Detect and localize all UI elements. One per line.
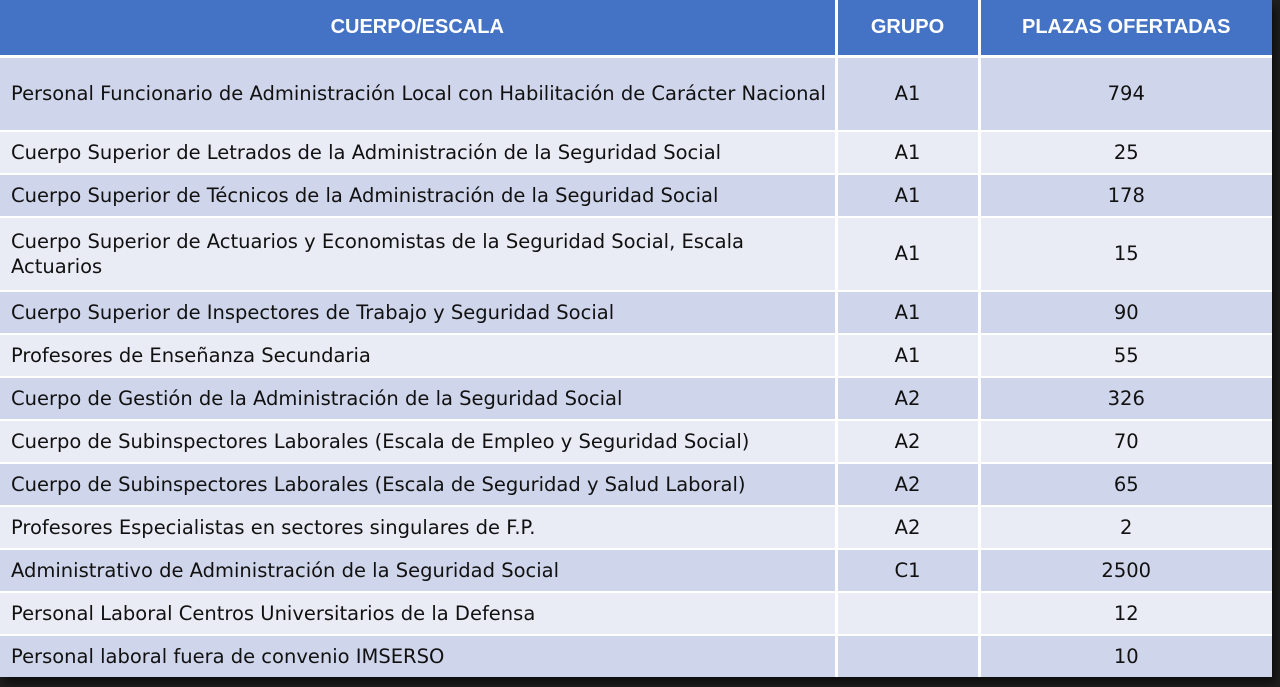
plazas-cell: 65 — [979, 463, 1272, 506]
plazas-cell: 326 — [979, 377, 1272, 420]
table-row — [0, 463, 1272, 506]
grupo-cell: A2 — [836, 506, 979, 549]
cuerpo-cell: Cuerpo Superior de Actuarios y Economistas de la Seguridad Social, Escala Actuarios — [0, 217, 836, 291]
header-grupo: GRUPO — [836, 0, 979, 57]
cuerpo-cell: Profesores Especialistas en sectores singulares de F.P. — [0, 506, 836, 549]
plazas-cell: 794 — [979, 57, 1272, 132]
grupo-cell: A1 — [836, 334, 979, 377]
cuerpo-cell: Personal Funcionario de Administración Local con Habilitación de Carácter Nacional — [0, 57, 836, 132]
plazas-cell: 25 — [979, 131, 1272, 174]
cuerpo-cell: Personal laboral fuera de convenio IMSERSO — [0, 635, 836, 677]
table-row — [0, 131, 1272, 174]
table-row — [0, 635, 1272, 677]
table-row — [0, 420, 1272, 463]
cuerpo-cell: Cuerpo Superior de Técnicos de la Administración de la Seguridad Social — [0, 174, 836, 217]
table-body — [0, 57, 1272, 678]
plazas-cell: 10 — [979, 635, 1272, 677]
cuerpo-cell: Cuerpo de Gestión de la Administración de la Seguridad Social — [0, 377, 836, 420]
cuerpo-cell: Profesores de Enseñanza Secundaria — [0, 334, 836, 377]
grupo-cell — [836, 592, 979, 635]
cuerpo-cell: Administrativo de Administración de la Seguridad Social — [0, 549, 836, 592]
table-row — [0, 291, 1272, 334]
header-plazas-ofertadas: PLAZAS OFERTADAS — [979, 0, 1272, 57]
table-header — [0, 0, 1272, 57]
table-row — [0, 217, 1272, 291]
grupo-cell — [836, 635, 979, 677]
grupo-cell: A2 — [836, 420, 979, 463]
table-row — [0, 174, 1272, 217]
grupo-cell: A2 — [836, 463, 979, 506]
grupo-cell: A1 — [836, 131, 979, 174]
plazas-cell: 55 — [979, 334, 1272, 377]
table-row — [0, 506, 1272, 549]
plazas-cell: 15 — [979, 217, 1272, 291]
header-cuerpo-escala: CUERPO/ESCALA — [0, 0, 836, 57]
header-row — [0, 0, 1272, 57]
table-row — [0, 57, 1272, 132]
plazas-cell: 2 — [979, 506, 1272, 549]
plazas-cell: 2500 — [979, 549, 1272, 592]
cuerpo-cell: Cuerpo de Subinspectores Laborales (Escala de Seguridad y Salud Laboral) — [0, 463, 836, 506]
plazas-cell: 70 — [979, 420, 1272, 463]
plazas-cell: 90 — [979, 291, 1272, 334]
cuerpo-cell: Personal Laboral Centros Universitarios de la Defensa — [0, 592, 836, 635]
table-row — [0, 592, 1272, 635]
plazas-cell: 178 — [979, 174, 1272, 217]
grupo-cell: A1 — [836, 57, 979, 132]
grupo-cell: A2 — [836, 377, 979, 420]
cuerpo-cell: Cuerpo Superior de Letrados de la Administración de la Seguridad Social — [0, 131, 836, 174]
grupo-cell: C1 — [836, 549, 979, 592]
table-row — [0, 334, 1272, 377]
table-row — [0, 549, 1272, 592]
grupo-cell: A1 — [836, 217, 979, 291]
table-row — [0, 377, 1272, 420]
plazas-cell: 12 — [979, 592, 1272, 635]
cuerpo-cell: Cuerpo de Subinspectores Laborales (Escala de Empleo y Seguridad Social) — [0, 420, 836, 463]
cuerpo-cell: Cuerpo Superior de Inspectores de Trabajo y Seguridad Social — [0, 291, 836, 334]
grupo-cell: A1 — [836, 291, 979, 334]
grupo-cell: A1 — [836, 174, 979, 217]
